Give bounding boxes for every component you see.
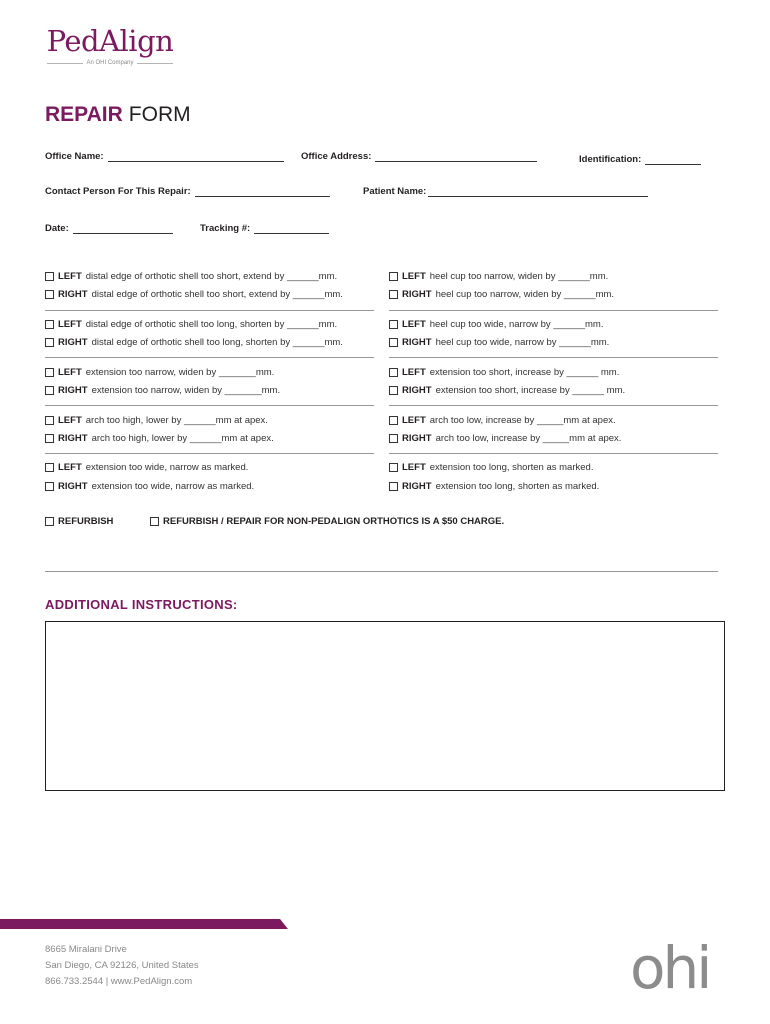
footer-accent-band: [0, 919, 288, 929]
pedalign-logo: [44, 24, 176, 66]
option-left-distal-long[interactable]: LEFT distal edge of orthotic shell too long, shorten by ______mm.: [45, 318, 337, 331]
contact-line: 866.733.2544 | www.PedAlign.com: [45, 976, 193, 987]
divider: [389, 405, 718, 406]
checkbox[interactable]: [389, 463, 398, 472]
form-title-bold: REPAIR: [45, 103, 123, 126]
identification-field: [579, 151, 701, 165]
office-address-field: [301, 148, 537, 162]
option-left-extension-narrow[interactable]: LEFT extension too narrow, widen by _______mm.: [45, 366, 274, 379]
checkbox[interactable]: [389, 368, 398, 377]
office-address-label: Office Address:: [301, 151, 372, 162]
refurbish-option[interactable]: REFURBISH: [45, 516, 113, 527]
divider: [389, 453, 718, 454]
contact-person-field: [45, 183, 330, 197]
option-left-arch-high[interactable]: LEFT arch too high, lower by ______mm at apex.: [45, 414, 268, 427]
divider: [45, 571, 718, 572]
option-right-arch-low[interactable]: RIGHT arch too low, increase by _____mm at apex.: [389, 432, 621, 445]
option-right-distal-short[interactable]: RIGHT distal edge of orthotic shell too short, extend by ______mm.: [45, 288, 343, 301]
checkbox[interactable]: [45, 517, 54, 526]
logo-tagline: An OHI Company: [44, 60, 176, 66]
checkbox[interactable]: [45, 416, 54, 425]
tracking-field: [200, 220, 329, 234]
non-pedalign-charge-option[interactable]: REFURBISH / REPAIR FOR NON-PEDALIGN ORTHOTICS IS A $50 CHARGE.: [150, 516, 504, 527]
office-name-input[interactable]: [108, 152, 284, 162]
patient-name-field: [363, 183, 648, 197]
divider: [45, 310, 374, 311]
option-left-arch-low[interactable]: LEFT arch too low, increase by _____mm at apex.: [389, 414, 616, 427]
option-left-distal-short[interactable]: LEFT distal edge of orthotic shell too short, extend by ______mm.: [45, 270, 337, 283]
date-field: [45, 220, 173, 234]
checkbox[interactable]: [45, 338, 54, 347]
divider: [45, 453, 374, 454]
checkbox[interactable]: [389, 290, 398, 299]
contact-person-label: Contact Person For This Repair:: [45, 186, 191, 197]
tracking-input[interactable]: [254, 224, 329, 234]
checkbox[interactable]: [45, 290, 54, 299]
office-address-input[interactable]: [375, 152, 537, 162]
divider: [45, 405, 374, 406]
checkbox[interactable]: [389, 272, 398, 281]
checkbox[interactable]: [389, 320, 398, 329]
date-label: Date:: [45, 223, 69, 234]
checkbox[interactable]: [45, 386, 54, 395]
form-title: [45, 103, 191, 127]
option-right-distal-long[interactable]: RIGHT distal edge of orthotic shell too long, shorten by ______mm.: [45, 336, 343, 349]
identification-input[interactable]: [645, 155, 701, 165]
option-right-extension-narrow[interactable]: RIGHT extension too narrow, widen by _______mm.: [45, 384, 280, 397]
additional-instructions-title: ADDITIONAL INSTRUCTIONS:: [45, 597, 238, 612]
option-left-extension-long[interactable]: LEFT extension too long, shorten as marked.: [389, 461, 593, 474]
divider: [389, 310, 718, 311]
additional-instructions-input[interactable]: [45, 621, 725, 791]
option-right-extension-long[interactable]: RIGHT extension too long, shorten as marked.: [389, 480, 599, 493]
contact-person-input[interactable]: [195, 187, 330, 197]
checkbox[interactable]: [150, 517, 159, 526]
checkbox[interactable]: [389, 338, 398, 347]
address-line-1: 8665 Miralani Drive: [45, 944, 127, 955]
tracking-label: Tracking #:: [200, 223, 251, 234]
checkbox[interactable]: [45, 463, 54, 472]
option-left-heelcup-narrow[interactable]: LEFT heel cup too narrow, widen by ______mm.: [389, 270, 608, 283]
option-right-heelcup-narrow[interactable]: RIGHT heel cup too narrow, widen by ______mm.: [389, 288, 614, 301]
checkbox[interactable]: [45, 320, 54, 329]
checkbox[interactable]: [45, 368, 54, 377]
form-title-regular: FORM: [128, 103, 191, 126]
option-right-arch-high[interactable]: RIGHT arch too high, lower by ______mm at apex.: [45, 432, 274, 445]
checkbox[interactable]: [45, 272, 54, 281]
option-left-extension-wide[interactable]: LEFT extension too wide, narrow as marked.: [45, 461, 248, 474]
checkbox[interactable]: [389, 386, 398, 395]
option-right-extension-wide[interactable]: RIGHT extension too wide, narrow as marked.: [45, 480, 254, 493]
ohi-logo: ohi: [630, 934, 710, 1002]
identification-label: Identification:: [579, 154, 642, 165]
option-right-extension-short[interactable]: RIGHT extension too short, increase by ______ mm.: [389, 384, 625, 397]
address-line-2: San Diego, CA 92126, United States: [45, 960, 199, 971]
office-name-label: Office Name:: [45, 151, 104, 162]
patient-name-label: Patient Name:: [363, 186, 427, 197]
checkbox[interactable]: [389, 416, 398, 425]
checkbox[interactable]: [389, 482, 398, 491]
checkbox[interactable]: [45, 434, 54, 443]
divider: [45, 357, 374, 358]
option-left-heelcup-wide[interactable]: LEFT heel cup too wide, narrow by ______mm.: [389, 318, 604, 331]
divider: [389, 357, 718, 358]
date-input[interactable]: [73, 224, 173, 234]
patient-name-input[interactable]: [428, 187, 648, 197]
checkbox[interactable]: [389, 434, 398, 443]
office-name-field: [45, 148, 284, 162]
logo-name: PedAlign: [46, 24, 174, 58]
option-left-extension-short[interactable]: LEFT extension too short, increase by ______ mm.: [389, 366, 619, 379]
footer-address: [45, 942, 199, 990]
option-right-heelcup-wide[interactable]: RIGHT heel cup too wide, narrow by ______mm.: [389, 336, 609, 349]
checkbox[interactable]: [45, 482, 54, 491]
